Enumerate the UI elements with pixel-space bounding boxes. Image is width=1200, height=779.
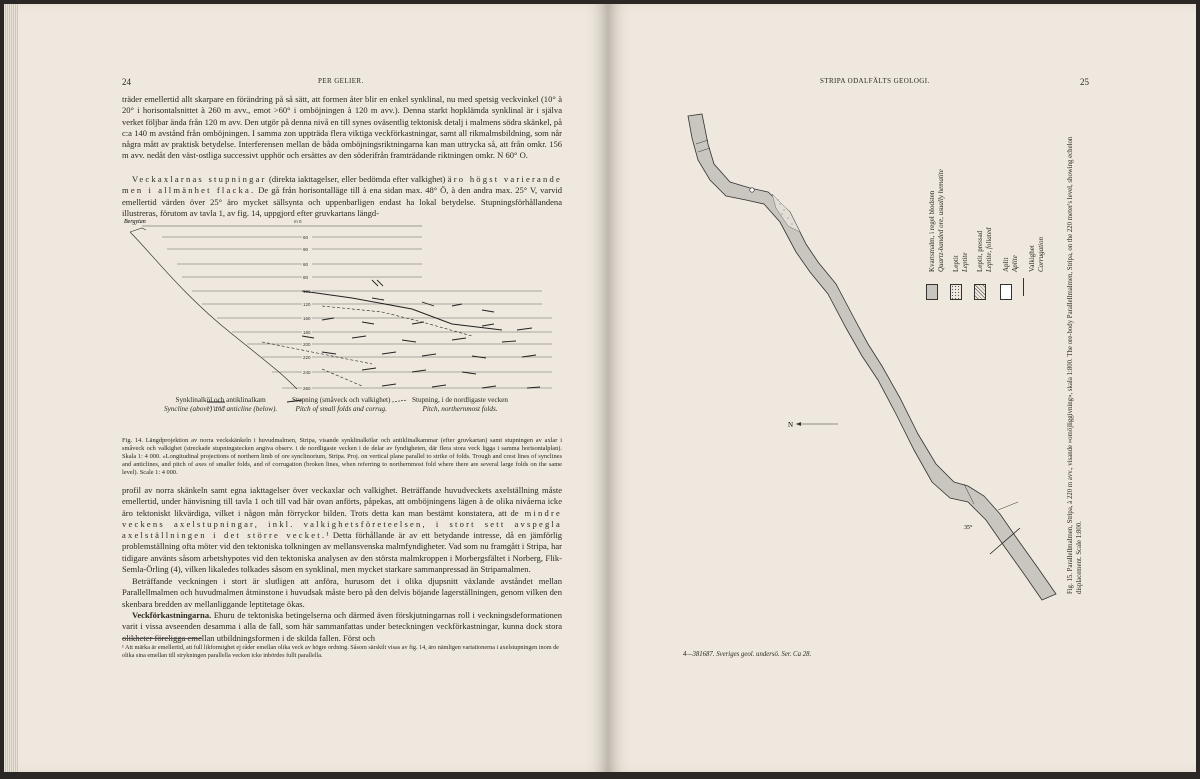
page-number-right: 25: [1080, 77, 1089, 87]
depth-label: 220: [303, 355, 311, 360]
depth-label: 160: [303, 316, 311, 321]
figure-14-projection: [122, 214, 562, 414]
depth-label: 180: [303, 330, 311, 335]
figure-15-map: [668, 104, 1068, 614]
legend-label-aplite: Aplit Aplite: [1002, 255, 1019, 272]
fig14-legend-3: Stupning, i de nordligaste vecken Pitch, northernmost folds.: [412, 396, 509, 413]
paragraph-4: Beträffande veckningen i stort är slutligen att anföra, hurusom det i olika djupsnitt växlande avståndet mellan Parallellmalmen och huvudmalmen åtminstone i huvudsak måste bero på den delvis böjande lagerställningen, genom vilken den skenbara bredden av mellanliggande leptitetage ökas.: [122, 576, 562, 609]
legend-label-ore: Kvartsmalm, i regel blodsten Quartz-banded ore, usually hematite: [928, 169, 945, 272]
strike-label: 35°: [964, 525, 973, 531]
figure-14-caption: Fig. 14. Längdprojektion av norra veckskänkeln i huvudmalmen, Stripa, visande synklinalkölar och antiklinalkammar (efter gruvkartan) samt stupningen av axlar i småveck och valkighet (streckade stupningstecken angiva observ. i de nordligaste vecken i de delar av fyndigheten, där flera stora veck ligga i samma horisontalplan). Skala 1: 4 000. »Longitudinal projections of northern limb of ore synclinorium, Stripa. Proj. on vertical plane parallel to strike of folds. Trough and crest lines of synclines and anticlines, and pitch of axes of smaller folds, and of corrugation (broken lines, when referring to northernmost fold where there are several large folds on the same level). Scale 1: 4 000.: [122, 437, 562, 476]
depth-label: 100: [303, 289, 311, 294]
surface-label: Bergytan: [124, 219, 146, 225]
footnote: ¹ Att märka är emellertid, att full likformighet ej råder emellan olika veck av högre ordning. Såsom särskilt visas av fig. 14, äro nämligen variationerna i axelstupningen inom de olika sina emellan till strykningen parallella vecken icke inbördes fullt parallella.: [122, 644, 559, 659]
legend-swatch-ore: [926, 284, 938, 300]
right-page: [608, 4, 1196, 772]
depth-label: 120: [303, 302, 311, 307]
figure-15-caption: Fig. 15. Parallellmalmen, Stripa, à 220 m avv., visande »omöjliggivning», skala 1:800. The ore-body Parallellmalmen, Stripa, on the 220 meter's level, showing echelon displacement. Scale 1:800.: [1067, 136, 1083, 594]
footnote-rule: [122, 638, 202, 639]
depth-label: 200: [303, 342, 311, 347]
corrugation-mark: [750, 188, 754, 192]
paragraph-5: Veckförkastningarna. Ehuru de tektoniska betingelserna och därmed även förskjutningarnas roll i veckningsdeformationen varit i vissa avseenden desamma i alla de fall, som här sammanfattas under beteckningen veckförkastningar, kunna dock stora olikheter föreligga emellan utbildningsformen i de skilda fallen. Först och: [122, 610, 562, 643]
legend-label-foliated: Leptit, pressad Leptite, foliated: [976, 227, 993, 272]
depth-label: 260: [303, 386, 311, 391]
paragraph-1: träder emellertid allt skarpare en förändring på så sätt, att formen åter blir en enkel synklinal, nu med spetsig veckvinkel (10° à 20° i horisontalsnittet à 260 m avv., emot >60° i omböjningen à 120 m avv.). Denna starkt hopklämda synklinal är i själva verket följbar ända från 120 m avv. Den utgör på denna nivå en till synes oväsentlig tektonisk detalj i malmens södra skänkel, på c:a 140 m avstånd från omböjningen. I samma zon uppträda flera viktiga veckförkastningar, samt all rikmalmsbildning, som når några mått av praktisk betydelse. Interferensen mellan de båda omböjningsriktningarna kan man uttrycka så, att från omkr. 156 m avv. nedåt den väst-ostliga successivt upphör och ersättes av den söderifrån framträdande riktningen omkr. N 60° O.: [122, 94, 562, 161]
legend-symbol-corrugation: [1023, 278, 1024, 296]
page-number-left: 24: [122, 77, 131, 87]
fig14-legend-1: Synklinalköl och antiklinalkam Syncline (above) and anticline (below).: [164, 396, 278, 413]
fold-axis-line: [302, 291, 502, 330]
page-edge: [4, 4, 18, 772]
legend-swatch-leptite: [950, 284, 962, 300]
depth-label: 60: [303, 262, 309, 267]
left-page: [4, 4, 608, 772]
paragraph-2: Veckaxlarnas stupningar (direkta iakttagelser, eller bedömda efter valkighet) äro högst varierande men i allmänhet flacka. De gå från horisontalläge till à ena sidan max. 48° Ö, à den andra max. 25° V, varvid emellertid värden över 25° äro mycket sällsynta och uppenbarligen endast ha lokal betydelse. Stupningsförhållandena illustreras, förutom av tavla 1, av fig. 14, uppgjord efter gruvkartans längd-: [122, 174, 562, 218]
legend-swatch-foliated: [974, 284, 986, 300]
north-label: N: [788, 421, 794, 429]
level-lines: [162, 237, 552, 388]
fig14-legend-2: Stupning (småveck och valkighet) Pitch of small folds and corrug.: [292, 396, 391, 413]
depth-label: 60: [303, 235, 309, 240]
depth-label: 80: [303, 275, 309, 280]
running-head-left: PER GELIER.: [318, 77, 364, 85]
legend-label-leptite: Leptit Leptite: [952, 252, 969, 272]
legend-swatch-aplite: [1000, 284, 1012, 300]
depth-label: 90: [303, 247, 309, 252]
fig15-legend: [920, 169, 1045, 304]
legend-label-corrugation: Valkighet Corrugation: [1028, 236, 1045, 272]
ore-body: [688, 114, 1056, 600]
surface-profile: [130, 232, 297, 389]
depth-unit: m 0: [294, 219, 302, 224]
depth-label: 240: [303, 370, 311, 375]
running-head-right: STRIPA ODALFÄLTS GEOLOGI.: [820, 77, 930, 85]
open-book: [4, 4, 1196, 772]
imprint-line: 4—381687. Sveriges geol. undersö. Ser. Ca 28.: [683, 651, 812, 658]
paragraph-3: profil av norra skänkeln samt egna iakttagelser över veckaxlar och valkighet. Beträffande huvudveckets axelställning måste emellertid, under hänvisning till tavla 1 och till vad här ovan anförts, påpekas, att omböjningens lägen à de olika nivåerna icke äro tektoniskt likvärdiga, vilket i någon mån förryckor bilden. Trots detta kan man bestämt konstatera, att de mindre veckens axelstupningar, inkl. valkighetsföreteelsen, i stort sett avspegla axelställningen i det större vecket.¹ Detta förhållande är av ett betydande intresse, då en jämförlig problemställning ofta möter vid den tektoniska tolkningen av mellansvenska malmfyndigheter. Vad som nu framgått i Stripa, har tidigare använts såsom arbetshypotes vid den tektoniska analysen av den största malmkroppen i Morbergsfältet i Norberg, Flik-Semla-Örling (4), vilken likaledes tolkades såsom en synklinal, men mycket starkare sammanpressad än Stripamalmen.: [122, 485, 562, 575]
